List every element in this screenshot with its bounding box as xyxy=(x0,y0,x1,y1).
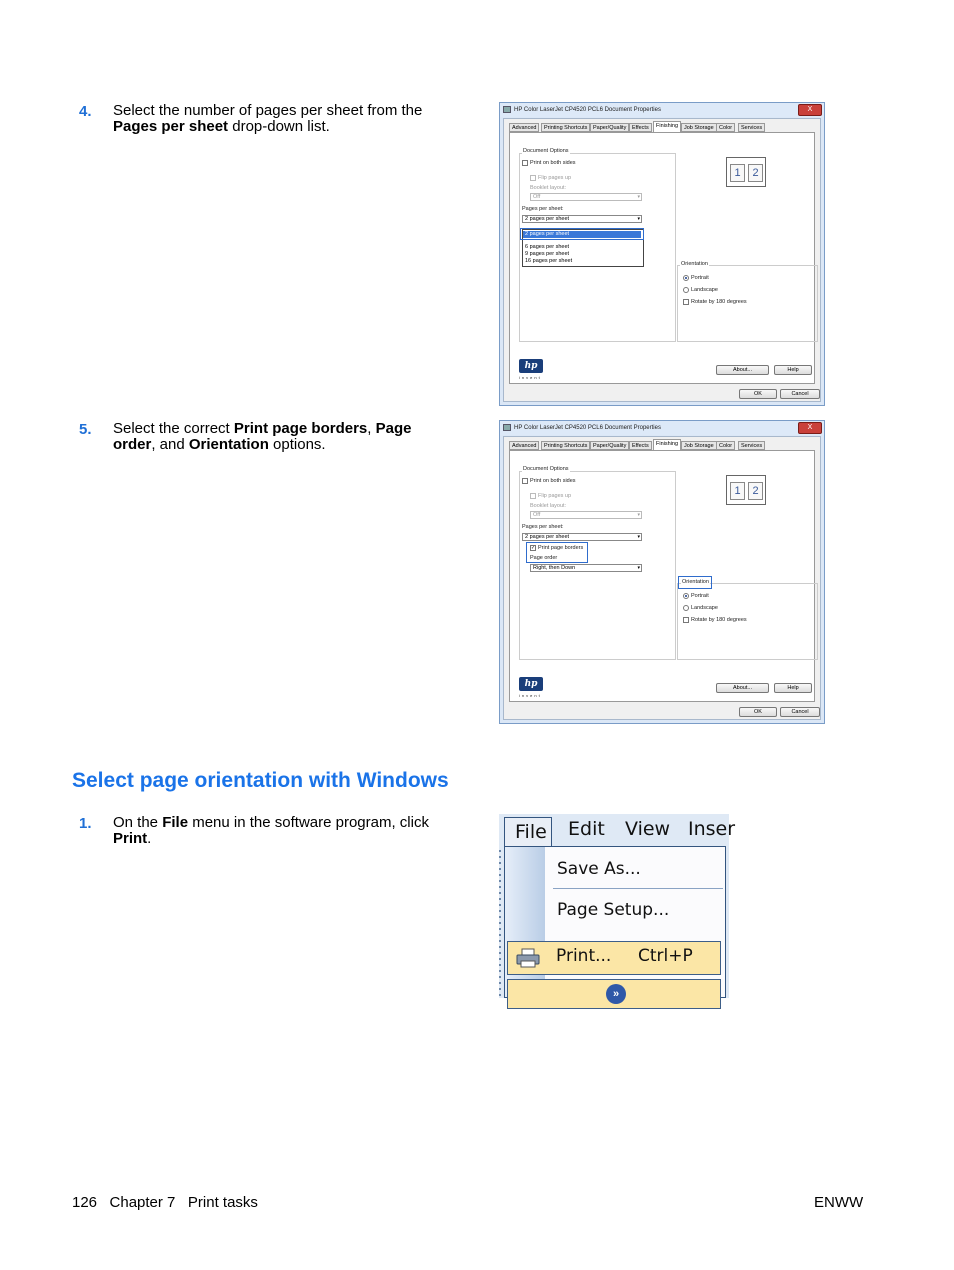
dialog-title-bar xyxy=(500,421,824,435)
tab-job-storage[interactable]: Job Storage xyxy=(681,123,717,132)
tab-finishing[interactable]: Finishing xyxy=(653,121,681,132)
hp-logo: hp xyxy=(519,359,543,373)
document-options-title: Document Options xyxy=(523,148,569,154)
tab-effects[interactable]: Effects xyxy=(629,441,652,450)
section-heading: Select page orientation with Windows xyxy=(72,769,449,792)
booklet-layout-label: Booklet layout: xyxy=(530,185,567,191)
booklet-layout-value: Off xyxy=(533,512,541,518)
print-page-borders-checkbox[interactable]: ✓ xyxy=(531,545,536,551)
document-options-title: Document Options xyxy=(523,466,569,472)
portrait-label: Portrait xyxy=(691,593,709,599)
step-5-bold-order: Page order xyxy=(113,420,412,453)
print-both-sides-label: Print on both sides xyxy=(530,160,576,166)
page-order-value: Right, then Down xyxy=(533,565,576,571)
tab-effects[interactable]: Effects xyxy=(629,123,652,132)
step-5-number: 5. xyxy=(79,421,92,438)
orientation-title: Orientation xyxy=(681,261,708,267)
portrait-label: Portrait xyxy=(691,275,709,281)
portrait-radio[interactable] xyxy=(683,275,689,281)
chevron-down-icon: ▾ xyxy=(637,194,640,200)
rotate-180-checkbox[interactable] xyxy=(683,299,689,305)
pages-per-sheet-select[interactable] xyxy=(522,215,642,223)
flip-pages-up-label: Flip pages up xyxy=(538,175,572,181)
selection-highlight-box xyxy=(520,228,644,240)
close-button[interactable]: X xyxy=(798,422,822,434)
page-preview xyxy=(726,475,766,505)
page-preview xyxy=(726,157,766,187)
tab-color[interactable]: Color xyxy=(716,441,735,450)
tab-paper-quality[interactable]: Paper/Quality xyxy=(590,123,629,132)
landscape-radio[interactable] xyxy=(683,605,689,611)
chevron-down-icon: ▾ xyxy=(637,565,640,571)
pages-per-sheet-value: 2 pages per sheet xyxy=(525,216,570,222)
window-icon xyxy=(503,424,511,431)
dropdown-option[interactable]: 6 pages per sheet xyxy=(525,244,570,250)
preview-page-2: 2 xyxy=(748,482,763,500)
tab-paper-quality[interactable]: Paper/Quality xyxy=(590,441,629,450)
print-page-borders-label: Print page borders xyxy=(538,545,584,551)
help-button[interactable]: Help xyxy=(774,683,812,693)
step-4-bold: Pages per sheet xyxy=(113,118,229,135)
pages-per-sheet-label: Pages per sheet: xyxy=(522,206,564,212)
menu-expand-row[interactable] xyxy=(507,979,721,1009)
rotate-180-label: Rotate by 180 degrees xyxy=(691,617,747,623)
menu-edit[interactable]: Edit xyxy=(568,818,605,840)
chevron-down-icon: ▾ xyxy=(637,216,640,222)
rotate-180-label: Rotate by 180 degrees xyxy=(691,299,747,305)
tab-advanced[interactable]: Advanced xyxy=(509,123,539,132)
hp-logo-tagline: invent xyxy=(519,693,542,698)
tab-advanced[interactable]: Advanced xyxy=(509,441,539,450)
windows-step-post: . xyxy=(147,830,152,847)
menu-view[interactable]: View xyxy=(625,818,671,840)
finishing-panel xyxy=(509,132,815,384)
menu-separator xyxy=(553,888,723,889)
booklet-layout-select[interactable] xyxy=(530,193,642,201)
footer-enww: ENWW xyxy=(814,1194,864,1211)
about-button[interactable]: About... xyxy=(716,365,769,375)
step-4-number: 4. xyxy=(79,103,92,120)
print-both-sides-label: Print on both sides xyxy=(530,478,576,484)
document-properties-dialog-2 xyxy=(499,420,825,724)
windows-step-mid: menu in the software program, click xyxy=(188,814,429,831)
preview-page-2: 2 xyxy=(748,164,763,182)
footer-page-info: 126 Chapter 7 Print tasks xyxy=(72,1194,258,1211)
about-button[interactable]: About... xyxy=(716,683,769,693)
window-icon xyxy=(503,106,511,113)
hp-logo-tagline: invent xyxy=(519,375,542,380)
pages-per-sheet-value: 2 pages per sheet xyxy=(525,534,570,540)
file-menu-dropdown xyxy=(504,846,726,998)
print-both-sides-checkbox[interactable] xyxy=(522,160,528,166)
menu-bar xyxy=(499,814,736,847)
cancel-button[interactable]: Cancel xyxy=(780,707,820,717)
landscape-radio[interactable] xyxy=(683,287,689,293)
windows-step-1-number: 1. xyxy=(79,815,92,832)
menu-item-page-setup[interactable]: Page Setup... xyxy=(557,900,670,920)
print-both-sides-checkbox[interactable] xyxy=(522,478,528,484)
chevron-down-icon: ▾ xyxy=(637,512,640,518)
tab-printing-shortcuts[interactable]: Printing Shortcuts xyxy=(541,123,590,132)
step-4-post: drop-down list. xyxy=(228,118,330,135)
ok-button[interactable]: OK xyxy=(739,389,777,399)
dialog-body xyxy=(503,436,821,720)
preview-page-1: 1 xyxy=(730,164,745,182)
page-order-label: Page order xyxy=(530,555,558,561)
step-5-bold-borders: Print page borders xyxy=(233,420,368,437)
printer-icon xyxy=(516,948,540,968)
dropdown-option[interactable]: 16 pages per sheet xyxy=(525,258,573,264)
finishing-panel xyxy=(509,450,815,702)
booklet-layout-select[interactable] xyxy=(530,511,642,519)
landscape-label: Landscape xyxy=(691,287,718,293)
flip-pages-up-label: Flip pages up xyxy=(538,493,572,499)
step-5-bold-orientation: Orientation xyxy=(188,436,269,453)
tab-services[interactable]: Services xyxy=(738,441,765,450)
help-button[interactable]: Help xyxy=(774,365,812,375)
booklet-layout-label: Booklet layout: xyxy=(530,503,567,509)
rotate-180-checkbox[interactable] xyxy=(683,617,689,623)
windows-step-bold-print: Print xyxy=(113,830,148,847)
flip-pages-up-checkbox[interactable] xyxy=(530,175,536,181)
tab-printing-shortcuts[interactable]: Printing Shortcuts xyxy=(541,441,590,450)
windows-step-1-text xyxy=(113,815,453,847)
cancel-button[interactable]: Cancel xyxy=(780,389,820,399)
ok-button[interactable]: OK xyxy=(739,707,777,717)
close-button[interactable]: X xyxy=(798,104,822,116)
step-5-sep2: , and xyxy=(151,436,189,453)
print-shortcut: Ctrl+P xyxy=(638,946,693,966)
dialog-title: HP Color LaserJet CP4520 PCL6 Document Properties xyxy=(514,107,661,113)
pages-per-sheet-select[interactable] xyxy=(522,533,642,541)
flip-pages-up-checkbox[interactable] xyxy=(530,493,536,499)
step-5-post: options. xyxy=(268,436,326,453)
step-5-pre: Select the correct xyxy=(113,420,234,437)
hp-logo: hp xyxy=(519,677,543,691)
dialog-title: HP Color LaserJet CP4520 PCL6 Document Properties xyxy=(514,425,661,431)
dropdown-option[interactable]: 9 pages per sheet xyxy=(525,251,570,257)
step-4-pre: Select the number of pages per sheet from the xyxy=(113,102,423,119)
step-5-text xyxy=(113,421,453,453)
document-properties-dialog-1 xyxy=(499,102,825,406)
step-5-sep: , xyxy=(367,420,376,437)
booklet-layout-value: Off xyxy=(533,194,541,200)
pages-per-sheet-label: Pages per sheet: xyxy=(522,524,564,530)
tab-job-storage[interactable]: Job Storage xyxy=(681,441,717,450)
menu-item-print[interactable] xyxy=(507,941,721,975)
dropdown-option-selected[interactable]: 2 pages per sheet xyxy=(523,231,641,238)
windows-step-bold-file: File xyxy=(162,814,189,831)
preview-page-1: 1 xyxy=(730,482,745,500)
menu-item-save-as[interactable]: Save As... xyxy=(557,859,641,879)
menu-insert[interactable]: Inser xyxy=(688,818,736,840)
landscape-label: Landscape xyxy=(691,605,718,611)
step-4-text xyxy=(113,103,453,135)
print-label: Print... xyxy=(556,946,612,966)
page-order-select[interactable] xyxy=(530,564,642,572)
tab-color[interactable]: Color xyxy=(716,123,735,132)
tab-finishing[interactable]: Finishing xyxy=(653,439,681,450)
dialog-body xyxy=(503,118,821,402)
chevron-down-icon: ▾ xyxy=(637,534,640,540)
expand-chevron-icon[interactable]: » xyxy=(606,984,626,1004)
portrait-radio[interactable] xyxy=(683,593,689,599)
orientation-title: Orientation xyxy=(682,579,709,585)
file-menu-screenshot xyxy=(499,814,736,1000)
menu-file[interactable]: File xyxy=(504,817,552,847)
windows-step-pre: On the xyxy=(113,814,163,831)
dialog-title-bar xyxy=(500,103,824,117)
tab-services[interactable]: Services xyxy=(738,123,765,132)
